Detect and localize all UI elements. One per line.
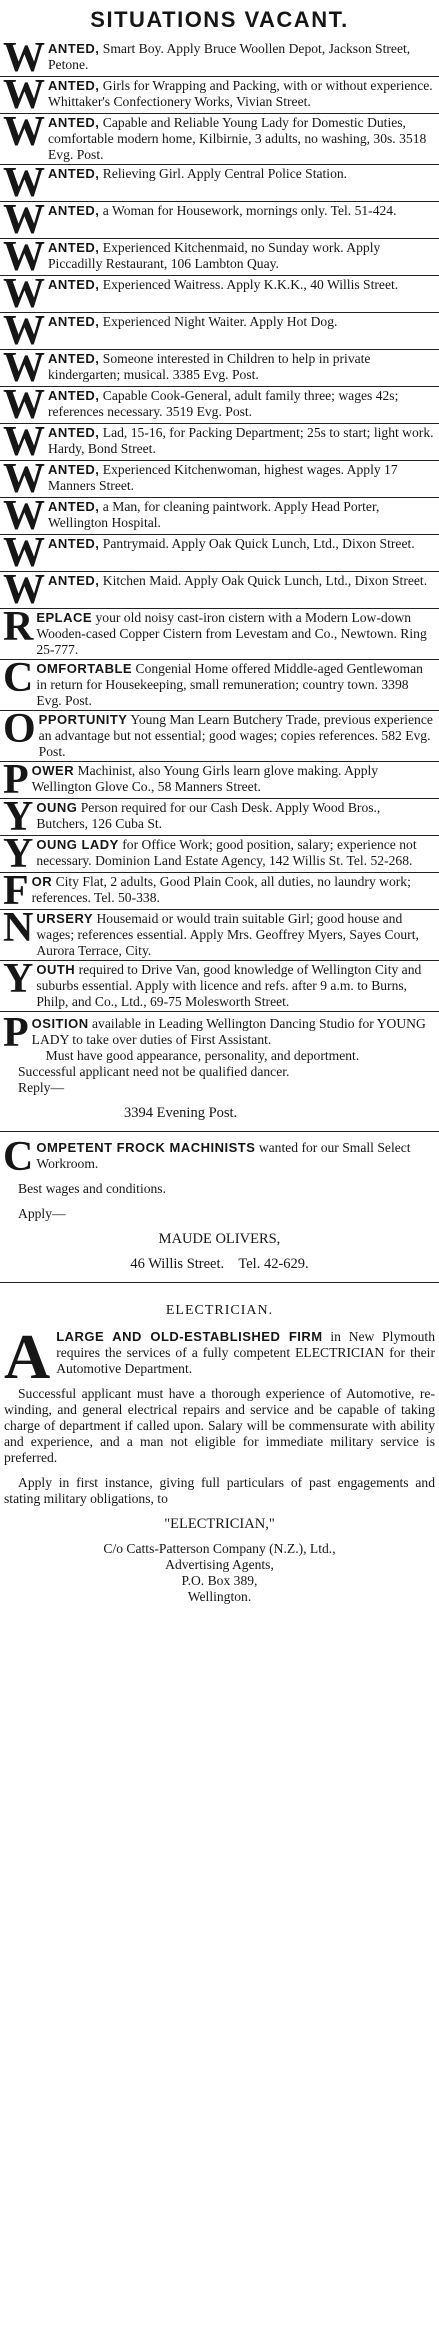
drop-cap: C xyxy=(3,1134,34,1180)
ad-item xyxy=(0,498,439,535)
ad-lead-word: ANTED, xyxy=(48,573,100,588)
ad-text: Experienced Kitchenwoman, highest wages. Apply 17 Manners Street. xyxy=(48,462,398,493)
ad-lead-word: ANTED, xyxy=(48,277,100,292)
ad-paragraph: Best wages and conditions. xyxy=(18,1181,166,1196)
drop-cap: Y xyxy=(3,836,34,873)
ad-text: Experienced Kitchenmaid, no Sunday work. Apply Piccadilly Restaurant, 106 Lambton Quay. xyxy=(48,240,381,271)
ad-body xyxy=(3,461,435,498)
ad-text: Young Man Learn Butchery Trade, previous experience an advantage but not essential; good wages; copies references. 582 Evg. Post. xyxy=(38,712,433,759)
ad-body xyxy=(4,610,435,658)
ad-position-dancing-studio xyxy=(0,1012,439,1132)
ad-list xyxy=(0,40,439,1012)
ad-lead-word: OSITION xyxy=(31,1016,89,1031)
drop-cap: P xyxy=(3,762,29,799)
drop-cap: P xyxy=(3,1012,29,1056)
drop-cap: W xyxy=(3,424,45,461)
drop-cap: W xyxy=(3,202,45,239)
drop-cap: W xyxy=(3,239,45,276)
drop-cap: W xyxy=(3,350,45,387)
ad-text: available in Leading Wellington Dancing Studio for YOUNG LADY to take over duties of First Assistant. xyxy=(31,1016,426,1047)
ad-body xyxy=(4,115,435,163)
ad-lead-word: OUNG xyxy=(36,800,78,815)
section-heading: SITUATIONS VACANT. xyxy=(90,7,349,32)
ad-lead-word: ANTED, xyxy=(48,314,100,329)
ad-paragraph: Must have good appearance, personality, and deportment. xyxy=(45,1048,360,1063)
ad-text: Congenial Home offered Middle-aged Gentlewoman in return for Housekeeping, small remuneration; country town. 3398 Evg. Post. xyxy=(36,661,423,708)
ad-frock-machinists xyxy=(0,1132,439,1283)
drop-cap: W xyxy=(3,313,45,350)
drop-cap: F xyxy=(3,873,29,910)
drop-cap: W xyxy=(3,572,45,609)
ad-lead-word: ANTED, xyxy=(48,536,100,551)
ad-item xyxy=(0,77,439,114)
ad-text: required to Drive Van, good knowledge of Wellington City and suburbs essential. Apply with licence and refs. after 9 a.m. to Burns, Philp, and Co., Ltd., 69-75 Molesworth Street. xyxy=(36,962,422,1009)
ad-advertiser-address: 46 Willis Street. Tel. 42-629. xyxy=(130,1256,309,1272)
ad-body xyxy=(4,712,435,760)
ad-title: ELECTRICIAN. xyxy=(165,1303,274,1318)
ad-body xyxy=(3,202,435,239)
ad-item xyxy=(0,239,439,276)
ad-text: Girls for Wrapping and Packing, with or without experience. Whittaker's Confectionery Works, Vivian Street. xyxy=(48,78,433,109)
ad-body xyxy=(3,40,435,77)
ad-body xyxy=(3,276,435,313)
ad-text: Capable and Reliable Young Lady for Domestic Duties, comfortable modern home, Kilbirnie, 3 adults, no washing, 30s. 3518 Evg. Post. xyxy=(48,115,427,162)
ad-reply-line: P.O. Box 389, xyxy=(181,1573,258,1588)
ad-text: Someone interested in Children to help in private kindergarten; musical. 3385 Evg. Post. xyxy=(48,351,371,382)
ad-lead-word: URSERY xyxy=(36,911,94,926)
drop-cap: W xyxy=(3,114,45,155)
ad-reply-name: "ELECTRICIAN," xyxy=(164,1516,275,1532)
ad-lead-word: OUTH xyxy=(36,962,76,977)
ad-body xyxy=(3,313,435,350)
ad-item xyxy=(0,202,439,239)
ad-text: a Woman for Housework, mornings only. Tel. 51-424. xyxy=(102,203,397,218)
ad-text: Lad, 15-16, for Packing Department; 25s to start; light work. Hardy, Bond Street. xyxy=(48,425,434,456)
ad-body xyxy=(3,387,435,424)
ad-item xyxy=(0,313,439,350)
ad-text: wanted for our Small Select Workroom. xyxy=(36,1140,411,1171)
ad-reply-line: C/o Catts-Patterson Company (N.Z.), Ltd., xyxy=(103,1541,336,1556)
ad-item xyxy=(0,910,439,961)
ad-text: Person required for our Cash Desk. Apply Wood Bros., Butchers, 126 Cuba St. xyxy=(36,800,381,831)
drop-cap: W xyxy=(3,276,45,313)
ad-body xyxy=(3,165,435,202)
drop-cap: W xyxy=(3,77,45,114)
ad-item xyxy=(0,609,439,660)
ad-lead-word: OMPETENT FROCK MACHINISTS xyxy=(36,1140,256,1155)
ad-text: a Man, for cleaning paintwork. Apply Head Porter, Wellington Hospital. xyxy=(48,499,380,530)
ad-reply-address: 3394 Evening Post. xyxy=(124,1105,238,1121)
ad-text: Pantrymaid. Apply Oak Quick Lunch, Ltd., Dixon Street. xyxy=(102,536,415,551)
drop-cap: R xyxy=(3,609,34,650)
ad-lead-word: ANTED, xyxy=(48,388,100,403)
ad-paragraph: Successful applicant must have a thorough experience of Automotive, re-winding, and general electrical repairs and service and be capable of taking charge of department if called upon. Salary will be commensurate with ability and experience, and a man not eligible for immediate military service is preferred. xyxy=(4,1386,435,1465)
ad-text: Capable Cook-General, adult family three; wages 42s; references necessary. 3519 Evg. Post. xyxy=(48,388,399,419)
ad-text: Experienced Night Waiter. Apply Hot Dog. xyxy=(102,314,338,329)
ad-lead-word: ANTED, xyxy=(48,462,100,477)
drop-cap: W xyxy=(3,387,45,424)
ad-body xyxy=(3,498,435,535)
drop-cap: A xyxy=(4,1321,51,1392)
ad-item xyxy=(0,350,439,387)
ad-lead-word: OWER xyxy=(31,763,75,778)
ad-item xyxy=(0,461,439,498)
ad-body xyxy=(3,350,435,387)
drop-cap: Y xyxy=(3,799,34,836)
ad-reply-line: Advertising Agents, xyxy=(165,1557,274,1572)
ad-text: your old noisy cast-iron cistern with a Modern Low-down Wooden-cased Copper Cistern from Levestam and Co., Newtown. Ring 25-777. xyxy=(36,610,427,657)
ad-text: in New Plymouth requires the services of a fully competent ELECTRICIAN for their Automotive Department. xyxy=(56,1329,435,1376)
ad-body xyxy=(4,1321,435,1392)
ad-advertiser-name: MAUDE OLIVERS, xyxy=(158,1231,281,1247)
ad-paragraph: Successful applicant need not be qualified dancer. xyxy=(18,1064,290,1079)
ad-body xyxy=(3,799,435,836)
ad-lead-word: ANTED, xyxy=(48,203,100,218)
drop-cap: N xyxy=(3,910,34,951)
ad-lead-word: PPORTUNITY xyxy=(38,712,128,727)
drop-cap: W xyxy=(3,461,45,498)
ad-lead-word: OR xyxy=(31,874,53,889)
ad-body xyxy=(3,762,435,799)
ad-item xyxy=(0,535,439,572)
ad-body xyxy=(3,1134,435,1180)
ad-lead-word: LARGE AND OLD-ESTABLISHED FIRM xyxy=(56,1329,323,1344)
ad-body xyxy=(3,535,435,572)
ad-lead-word: ANTED, xyxy=(48,499,100,514)
ad-body xyxy=(4,661,435,709)
ad-text: for Office Work; good position, salary; experience not necessary. Dominion Land Estate Agency, 142 Willis St. Tel. 52-268. xyxy=(36,837,417,868)
ad-item xyxy=(0,873,439,910)
ad-reply-line: Wellington. xyxy=(187,1589,252,1604)
drop-cap: W xyxy=(3,165,45,202)
ad-item xyxy=(0,836,439,873)
ad-body xyxy=(4,962,435,1010)
ad-item xyxy=(0,799,439,836)
ad-body xyxy=(4,911,435,959)
ad-text: City Flat, 2 adults, Good Plain Cook, all duties, no laundry work; references. Tel. 50-338. xyxy=(31,874,411,905)
ad-text: Machinist, also Young Girls learn glove making. Apply Wellington Glove Co., 58 Manners Street. xyxy=(31,763,379,794)
ad-electrician xyxy=(0,1283,439,1606)
ad-item xyxy=(0,660,439,711)
ad-item xyxy=(0,711,439,762)
ad-body xyxy=(3,239,435,276)
ad-lead-word: OUNG LADY xyxy=(36,837,119,852)
ad-item xyxy=(0,762,439,799)
ad-lead-word: ANTED, xyxy=(48,240,100,255)
ad-lead-word: ANTED, xyxy=(48,41,100,56)
ad-lead-word: ANTED, xyxy=(48,425,100,440)
ad-item xyxy=(0,387,439,424)
ad-lead-word: ANTED, xyxy=(48,166,100,181)
drop-cap: W xyxy=(3,40,45,77)
ad-item xyxy=(0,40,439,77)
ad-text: Kitchen Maid. Apply Oak Quick Lunch, Ltd., Dixon Street. xyxy=(102,573,428,588)
ad-text: Housemaid or would train suitable Girl; good house and wages; references essential. Apply Mrs. Geoffrey Myers, Sayes Court, Aurora Terrace, City. xyxy=(36,911,419,958)
ad-body xyxy=(3,836,435,873)
drop-cap: W xyxy=(3,535,45,572)
ad-body xyxy=(3,77,435,114)
drop-cap: W xyxy=(3,498,45,535)
ad-text: Experienced Waitress. Apply K.K.K., 40 Willis Street. xyxy=(102,277,399,292)
ad-item xyxy=(0,424,439,461)
ad-item xyxy=(0,114,439,165)
ad-body xyxy=(3,873,435,910)
ad-apply-label: Apply— xyxy=(18,1206,66,1221)
drop-cap: O xyxy=(3,711,36,752)
ad-body xyxy=(3,572,435,609)
ad-item xyxy=(0,961,439,1012)
drop-cap: Y xyxy=(3,961,34,1002)
ad-body xyxy=(3,424,435,461)
ad-paragraph: Apply in first instance, giving full particulars of past engagements and stating military obligations, to xyxy=(4,1475,435,1506)
ad-text: Smart Boy. Apply Bruce Woollen Depot, Jackson Street, Petone. xyxy=(48,41,411,72)
ad-item xyxy=(0,276,439,313)
ad-text: Relieving Girl. Apply Central Police Station. xyxy=(102,166,348,181)
ad-lead-word: ANTED, xyxy=(48,115,100,130)
ad-item xyxy=(0,165,439,202)
ad-lead-word: EPLACE xyxy=(36,610,93,625)
ad-lead-word: ANTED, xyxy=(48,351,100,366)
ad-lead-word: OMFORTABLE xyxy=(36,661,133,676)
ad-lead-word: ANTED, xyxy=(48,78,100,93)
drop-cap: C xyxy=(3,660,34,701)
ad-item xyxy=(0,572,439,609)
ad-reply-label: Reply— xyxy=(18,1080,65,1095)
